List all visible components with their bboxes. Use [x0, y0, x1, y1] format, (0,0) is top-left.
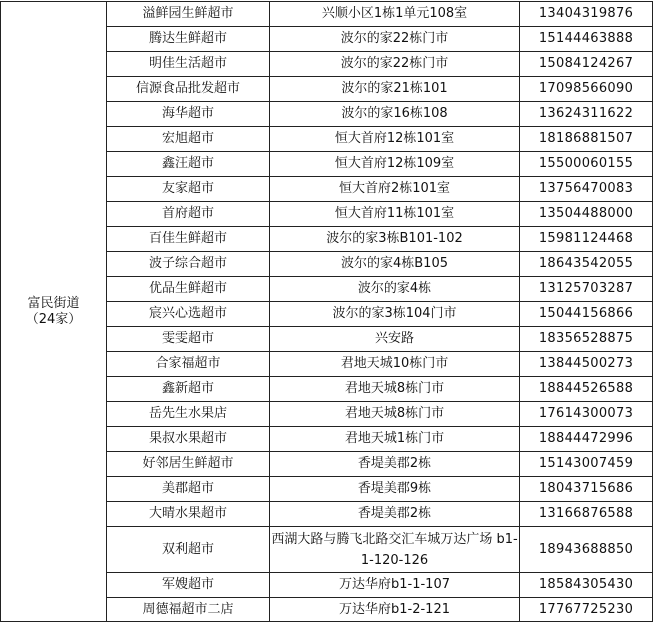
store-phone-cell: 15144463888 — [520, 27, 653, 52]
table-row — [1, 2, 653, 27]
store-address-cell: 兴安路 — [270, 327, 520, 352]
store-name-cell: 宏旭超市 — [107, 127, 270, 152]
store-phone-cell: 17767725230 — [520, 598, 653, 622]
store-address-cell: 波尔的家22栋门市 — [270, 27, 520, 52]
store-phone-cell: 13756470083 — [520, 177, 653, 202]
store-name-cell: 军嫂超市 — [107, 573, 270, 598]
store-address-cell: 恒大首府12栋109室 — [270, 152, 520, 177]
store-name-cell: 合家福超市 — [107, 352, 270, 377]
store-name-cell: 鑫新超市 — [107, 377, 270, 402]
store-phone-cell: 18844526588 — [520, 377, 653, 402]
store-address-cell: 波尔的家4栋 — [270, 277, 520, 302]
district-count: （24家） — [25, 311, 82, 327]
store-address-cell: 波尔的家3栋104门市 — [270, 302, 520, 327]
store-name-cell: 友家超市 — [107, 177, 270, 202]
store-address-cell: 恒大首府11栋101室 — [270, 202, 520, 227]
store-phone-cell: 13166876588 — [520, 502, 653, 527]
store-address-cell: 君地天城1栋门市 — [270, 427, 520, 452]
store-phone-cell: 13624311622 — [520, 102, 653, 127]
store-address-cell: 兴顺小区1栋1单元108室 — [270, 2, 520, 27]
store-address-cell: 波尔的家4栋B105 — [270, 252, 520, 277]
store-address-cell: 万达华府b1-2-121 — [270, 598, 520, 622]
store-name-cell: 大晴水果超市 — [107, 502, 270, 527]
stores-table — [0, 1, 653, 622]
store-name-cell: 雯雯超市 — [107, 327, 270, 352]
store-address-cell: 君地天城8栋门市 — [270, 402, 520, 427]
store-name-cell: 首府超市 — [107, 202, 270, 227]
district-cell — [1, 2, 107, 622]
store-address-cell: 香堤美郡2栋 — [270, 502, 520, 527]
store-name-cell: 百佳生鲜超市 — [107, 227, 270, 252]
stores-table-body — [1, 2, 653, 622]
store-phone-cell: 15981124468 — [520, 227, 653, 252]
store-name-cell: 海华超市 — [107, 102, 270, 127]
store-phone-cell: 18356528875 — [520, 327, 653, 352]
store-address-cell: 万达华府b1-1-107 — [270, 573, 520, 598]
store-phone-cell: 13404319876 — [520, 2, 653, 27]
store-name-cell: 信源食品批发超市 — [107, 77, 270, 102]
store-phone-cell: 18186881507 — [520, 127, 653, 152]
store-name-cell: 明佳生活超市 — [107, 52, 270, 77]
store-address-cell: 君地天城8栋门市 — [270, 377, 520, 402]
store-phone-cell: 15500060155 — [520, 152, 653, 177]
store-name-cell: 优品生鲜超市 — [107, 277, 270, 302]
store-phone-cell: 15084124267 — [520, 52, 653, 77]
store-name-cell: 溢鲜园生鲜超市 — [107, 2, 270, 27]
store-address-cell: 波尔的家21栋101 — [270, 77, 520, 102]
district-name: 富民街道 — [27, 295, 80, 311]
store-name-cell: 双利超市 — [107, 527, 270, 573]
store-phone-cell: 18584305430 — [520, 573, 653, 598]
store-name-cell: 美郡超市 — [107, 477, 270, 502]
store-address-cell: 波尔的家3栋B101-102 — [270, 227, 520, 252]
store-phone-cell: 13504488000 — [520, 202, 653, 227]
store-address-cell: 波尔的家16栋108 — [270, 102, 520, 127]
store-name-cell: 好邻居生鲜超市 — [107, 452, 270, 477]
store-phone-cell: 15143007459 — [520, 452, 653, 477]
store-phone-cell: 17098566090 — [520, 77, 653, 102]
store-phone-cell: 18844472996 — [520, 427, 653, 452]
store-name-cell: 果叔水果超市 — [107, 427, 270, 452]
store-address-cell: 恒大首府2栋101室 — [270, 177, 520, 202]
store-name-cell: 宸兴心选超市 — [107, 302, 270, 327]
store-address-cell: 君地天城10栋门市 — [270, 352, 520, 377]
store-phone-cell: 13125703287 — [520, 277, 653, 302]
store-phone-cell: 17614300073 — [520, 402, 653, 427]
store-address-cell: 西湖大路与腾飞北路交汇车城万达广场 b1-1-120-126 — [270, 527, 520, 573]
store-address-cell: 香堤美郡9栋 — [270, 477, 520, 502]
store-phone-cell: 15044156866 — [520, 302, 653, 327]
store-address-cell: 波尔的家22栋门市 — [270, 52, 520, 77]
store-phone-cell: 18643542055 — [520, 252, 653, 277]
store-name-cell: 岳先生水果店 — [107, 402, 270, 427]
store-phone-cell: 18943688850 — [520, 527, 653, 573]
store-phone-cell: 18043715686 — [520, 477, 653, 502]
store-address-cell: 恒大首府12栋101室 — [270, 127, 520, 152]
store-phone-cell: 13844500273 — [520, 352, 653, 377]
store-name-cell: 鑫汪超市 — [107, 152, 270, 177]
store-name-cell: 周德福超市二店 — [107, 598, 270, 622]
store-name-cell: 腾达生鲜超市 — [107, 27, 270, 52]
store-name-cell: 波子综合超市 — [107, 252, 270, 277]
store-address-cell: 香堤美郡2栋 — [270, 452, 520, 477]
